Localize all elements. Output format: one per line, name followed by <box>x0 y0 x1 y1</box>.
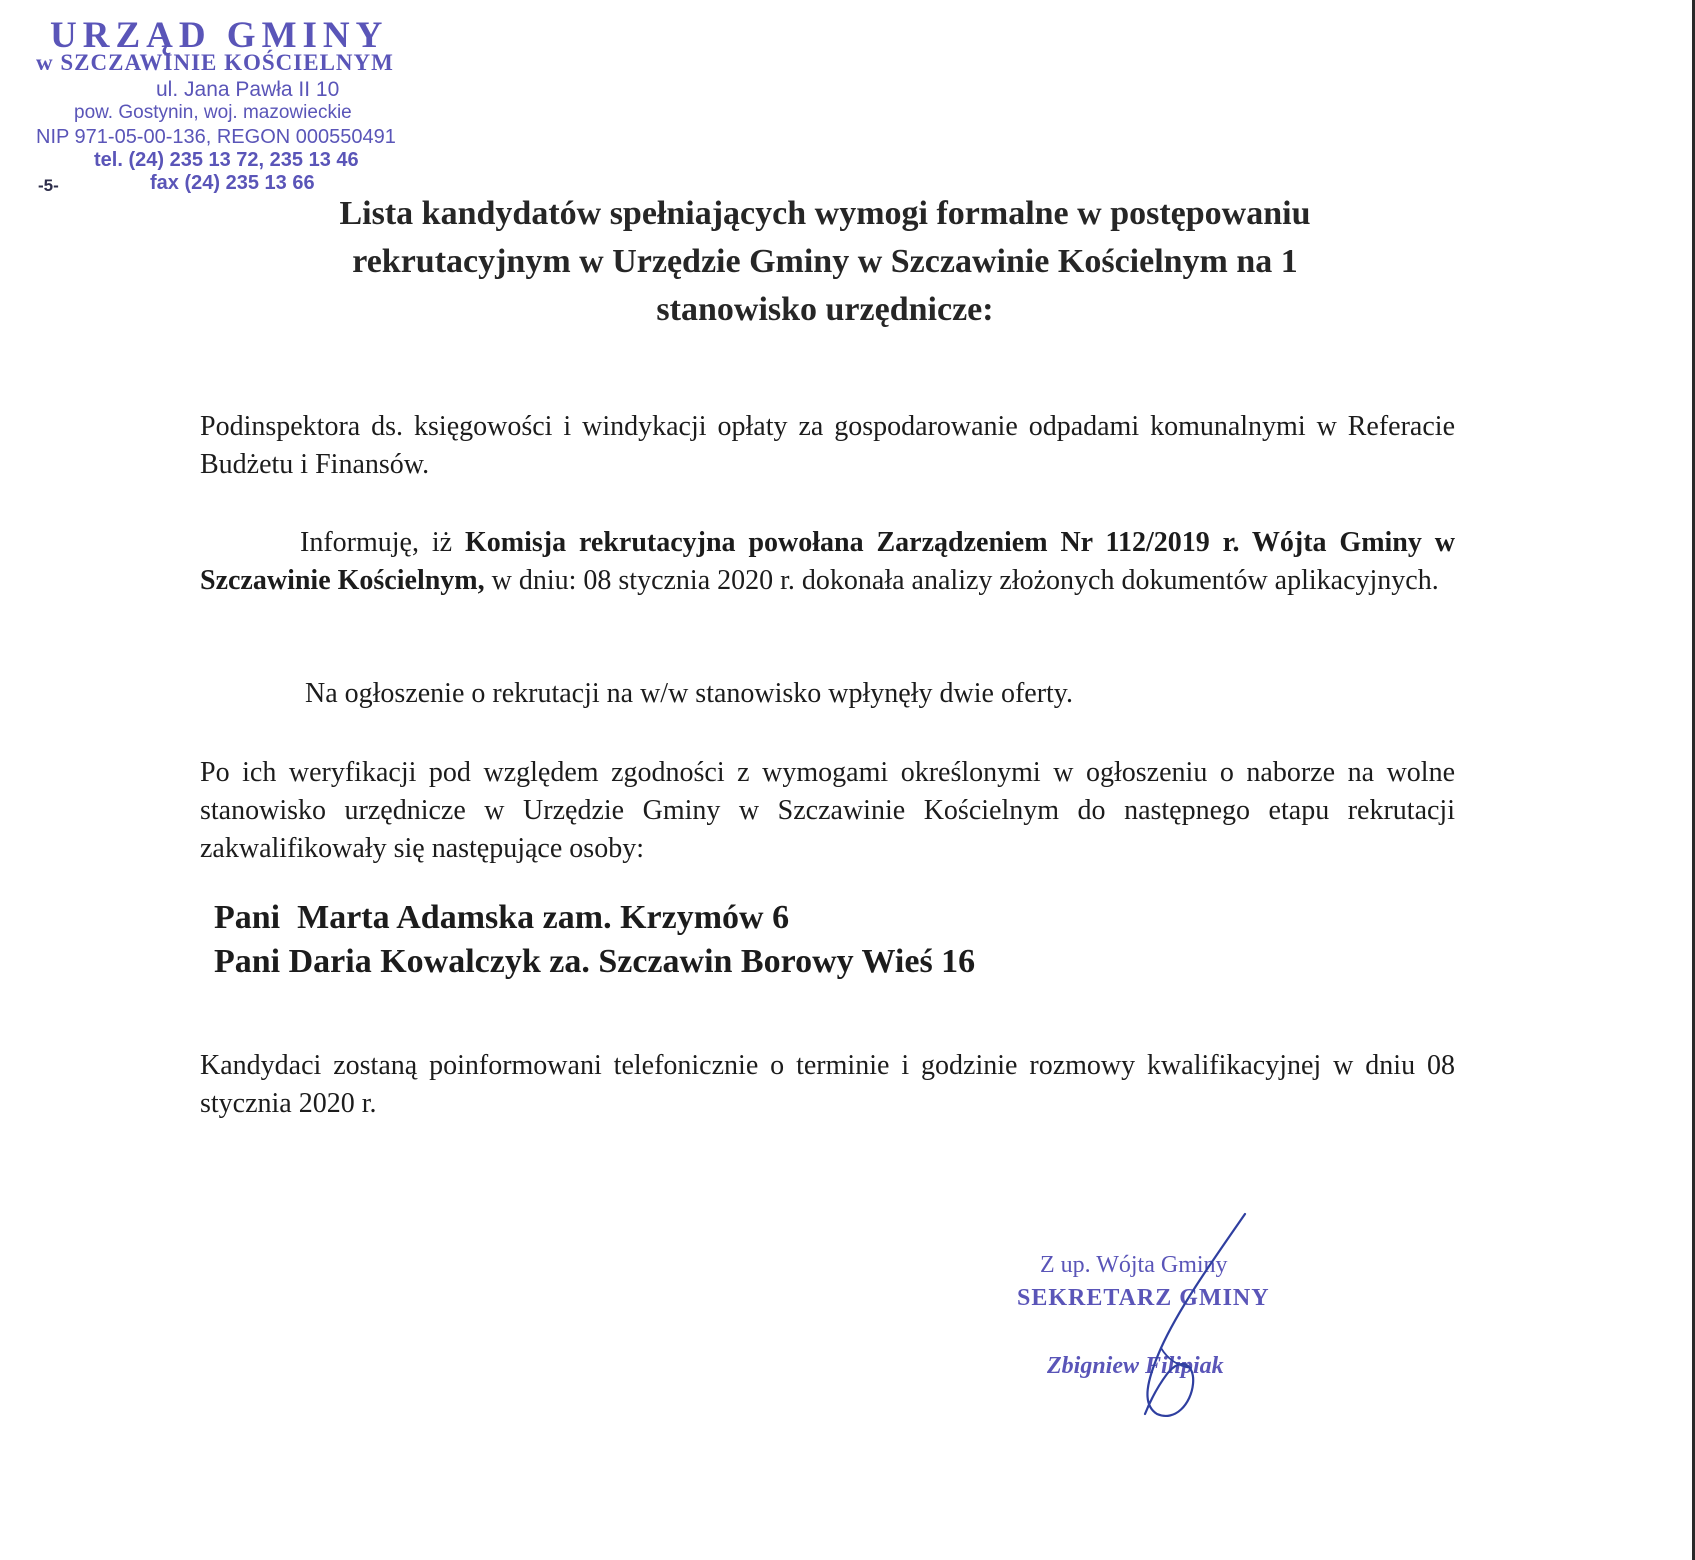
commission-paragraph <box>200 524 1455 600</box>
title-line: stanowisko urzędnicze: <box>656 291 994 328</box>
stamp-fax: fax (24) 235 13 66 <box>150 172 315 194</box>
candidate-list <box>214 896 975 984</box>
document-title <box>250 190 1400 334</box>
commission-bold: Komisja rekrutacyjna powołana Zarządzeniem Nr 112/2019 r. Wójta Gminy w Szczawinie Kościelnym, <box>200 527 1455 596</box>
stamp-county: pow. Gostynin, woj. mazowieckie <box>74 102 352 123</box>
candidate-item: Pani Marta Adamska zam. Krzymów 6 <box>214 899 790 936</box>
title-line: rekrutacyjnym w Urzędzie Gminy w Szczawinie Kościelnym na 1 <box>352 243 1298 280</box>
handwritten-signature <box>1095 1208 1255 1423</box>
offers-paragraph: Na ogłoszenie o rekrutacji na w/w stanowisko wpłynęły dwie oferty. <box>305 678 1073 709</box>
stamp-office-name: URZĄD GMINY <box>50 15 389 56</box>
stamp-mark: -5- <box>38 176 59 195</box>
signature-role: Z up. Wójta Gminy <box>1040 1252 1228 1278</box>
commission-tail: w dniu: 08 stycznia 2020 r. dokonała analizy złożonych dokumentów aplikacyjnych. <box>484 565 1439 596</box>
stamp-street: ul. Jana Pawła II 10 <box>156 78 340 101</box>
stamp-place: w SZCZAWINIE KOŚCIELNYM <box>36 50 394 75</box>
office-stamp <box>30 14 470 200</box>
title-line: Lista kandydatów spełniających wymogi formalne w postępowaniu <box>339 195 1311 232</box>
position-paragraph: Podinspektora ds. księgowości i windykacji opłaty za gospodarowanie odpadami komunalnymi w Referacie Budżetu i Finansów. <box>200 411 1455 480</box>
commission-lead: Informuję, iż <box>300 527 465 558</box>
stamp-tel: tel. (24) 235 13 72, 235 13 46 <box>94 149 359 171</box>
stamp-ids: NIP 971-05-00-136, REGON 000550491 <box>36 126 396 148</box>
info-paragraph: Kandydaci zostaną poinformowani telefonicznie o terminie i godzinie rozmowy kwalifikacyjnej w dniu 08 stycznia 2020 r. <box>200 1050 1455 1119</box>
signature-name: Zbigniew Filipiak <box>1047 1353 1224 1379</box>
signature-title: SEKRETARZ GMINY <box>1017 1285 1270 1311</box>
verification-paragraph: Po ich weryfikacji pod względem zgodności z wymogami określonymi w ogłoszeniu o naborze na wolne stanowisko urzędnicze w Urzędzie Gminy w Szczawinie Kościelnym do następnego etapu rekrutacji zakwalifikowały się następujące osoby: <box>200 757 1455 864</box>
candidate-item: Pani Daria Kowalczyk za. Szczawin Borowy Wieś 16 <box>214 943 976 980</box>
